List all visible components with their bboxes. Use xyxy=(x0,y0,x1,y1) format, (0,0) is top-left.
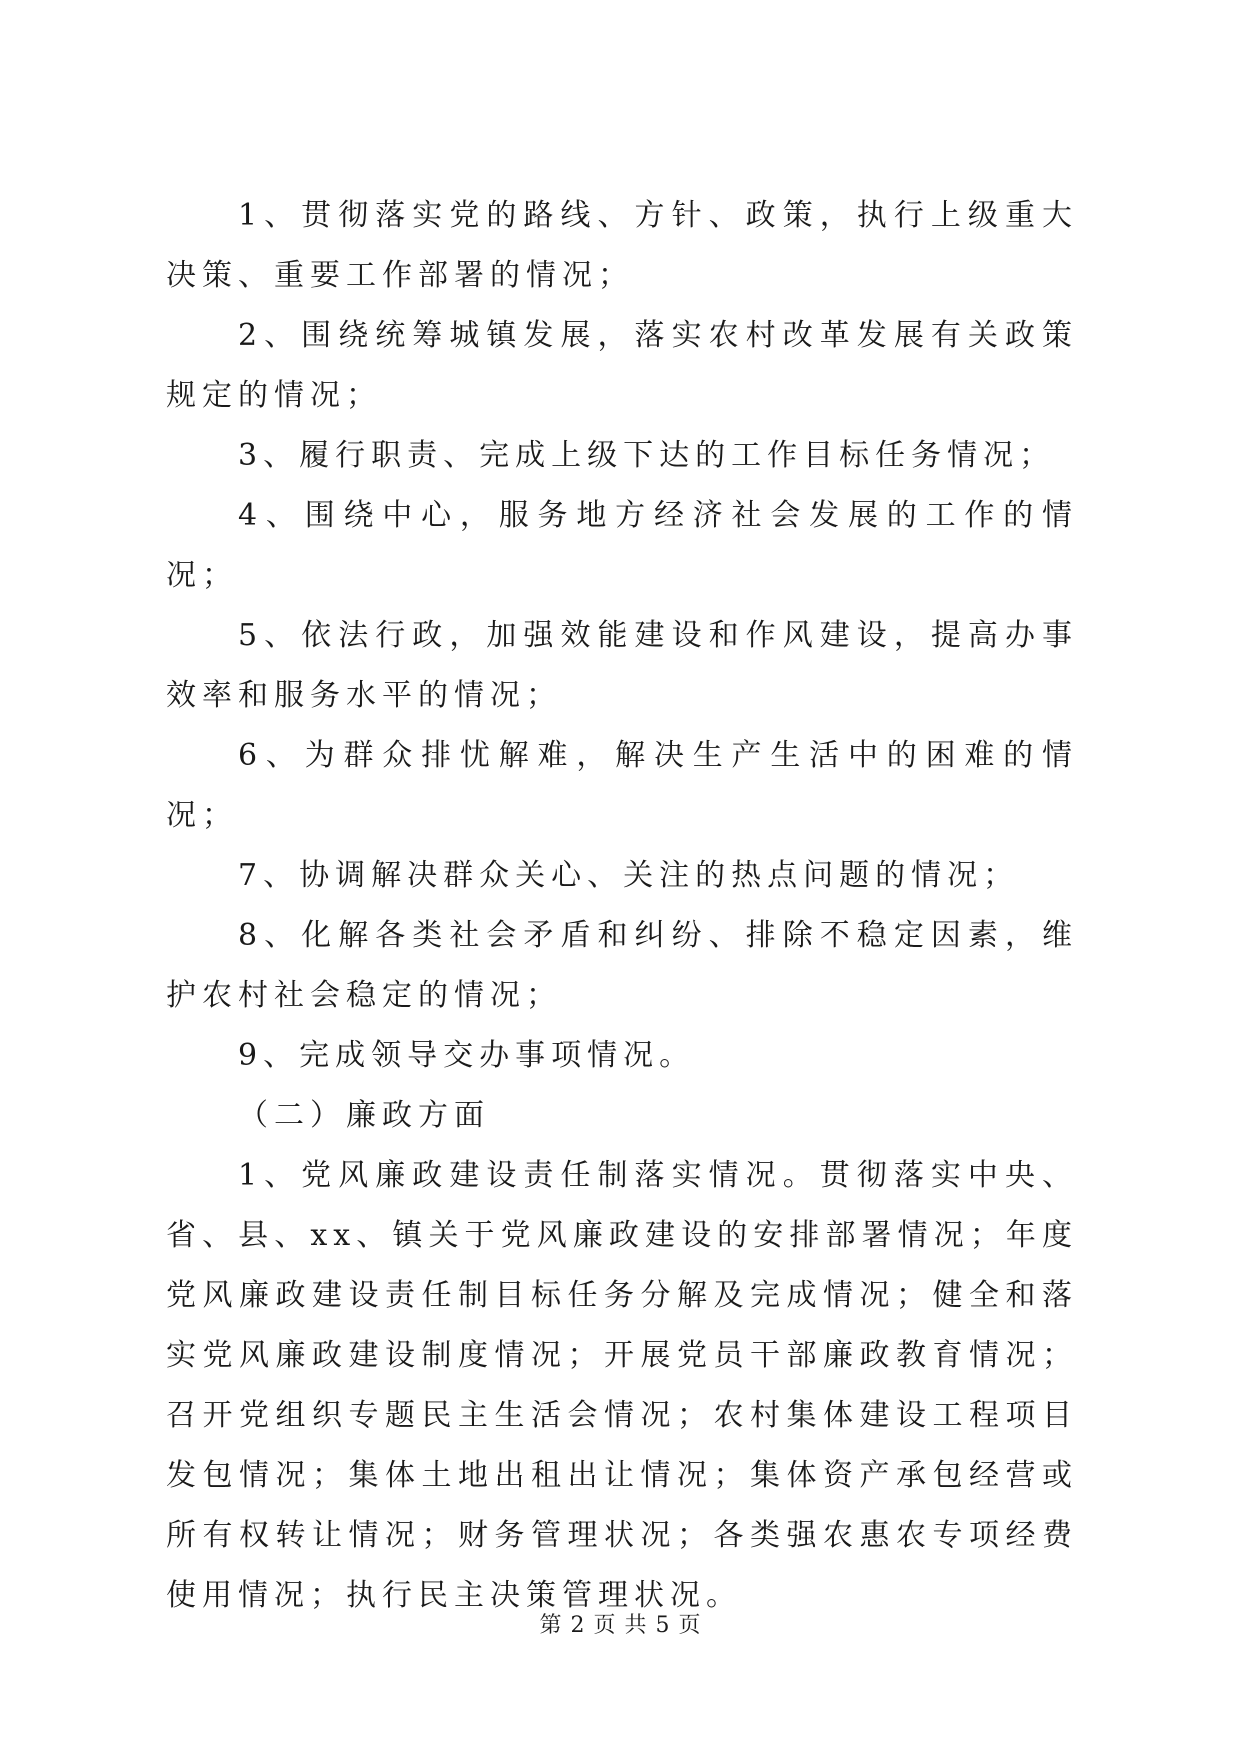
section-heading-integrity: （二）廉政方面 xyxy=(238,1098,490,1133)
paragraph-item-1: 1、贯彻落实党的路线、方针、政策，执行上级重大决策、重要工作部署的情况； xyxy=(166,198,1078,293)
paragraph-item-4: 4、围绕中心，服务地方经济社会发展的工作的情况； xyxy=(166,498,1078,593)
paragraph-item-9: 9、完成领导交办事项情况。 xyxy=(238,1038,696,1073)
paragraph-item-8: 8、化解各类社会矛盾和纠纷、排除不稳定因素，维护农村社会稳定的情况； xyxy=(166,918,1078,1013)
paragraph-item-3: 3、履行职责、完成上级下达的工作目标任务情况； xyxy=(238,438,1056,473)
paragraph-item-6: 6、为群众排忧解难，解决生产生活中的困难的情况； xyxy=(166,738,1078,833)
paragraph-item-5: 5、依法行政，加强效能建设和作风建设，提高办事效率和服务水平的情况； xyxy=(166,618,1078,713)
paragraph-item-2: 2、围绕统筹城镇发展，落实农村改革发展有关政策规定的情况； xyxy=(166,318,1078,413)
paragraph-item-7: 7、协调解决群众关心、关注的热点问题的情况； xyxy=(238,858,1020,893)
document-body xyxy=(166,186,1078,1626)
page-footer: 第 2 页 共 5 页 xyxy=(539,1613,702,1638)
paragraph-integrity-1: 1、党风廉政建设责任制落实情况。贯彻落实中央、省、县、xx、镇关于党风廉政建设的安排部署情况；年度党风廉政建设责任制目标任务分解及完成情况；健全和落实党风廉政建设制度情况；开展党员干部廉政教育情况；召开党组织专题民主生活会情况；农村集体建设工程项目发包情况；集体土地出租出让情况；集体资产承包经营或所有权转让情况；财务管理状况；各类强农惠农专项经费使用情况；执行民主决策管理状况。 xyxy=(166,1158,1078,1613)
